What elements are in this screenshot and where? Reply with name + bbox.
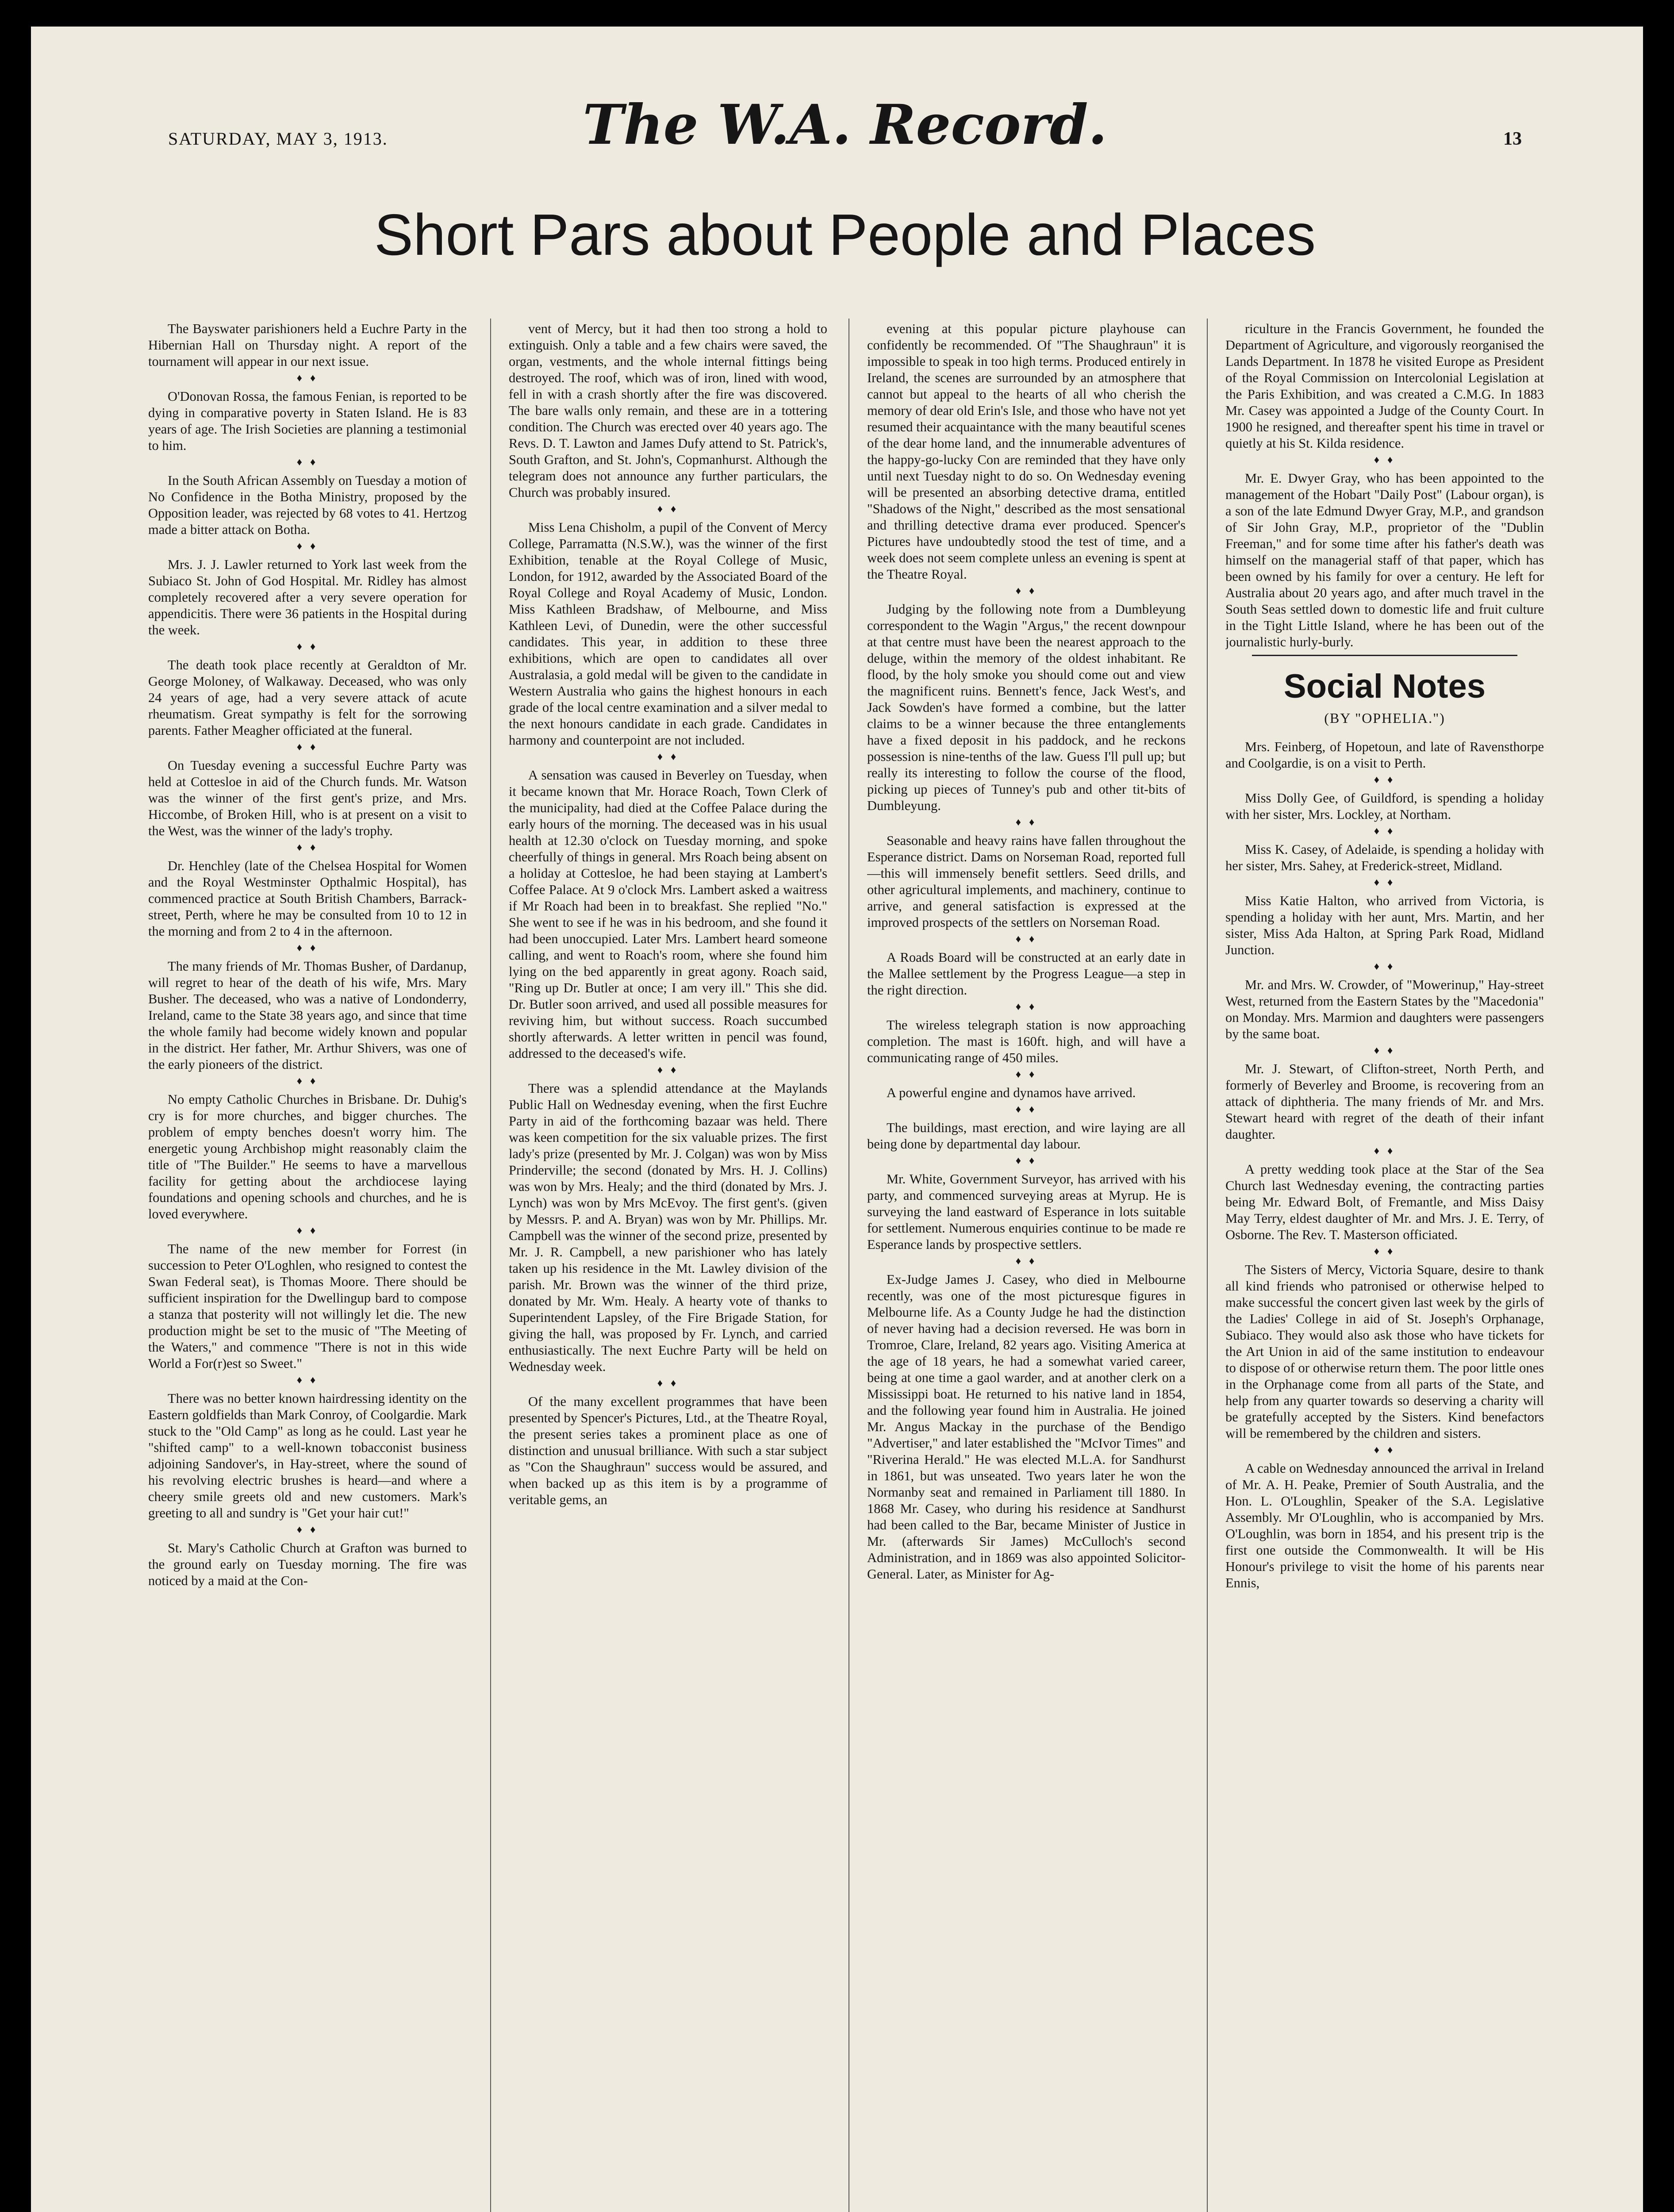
masthead: The W.A. Record. [583, 93, 1107, 157]
paragraph-separator: ♦ ♦ [1015, 1256, 1037, 1267]
paragraph-separator: ♦ ♦ [296, 842, 319, 853]
paragraph-separator: ♦ ♦ [296, 741, 319, 753]
section-title: Social Notes [1283, 668, 1486, 705]
column-4-items [1225, 321, 1544, 650]
article-paragraph: The Bayswater parishioners held a Euchre Party in the Hibernian Hall on Thursday night. A report of the tournament will appear in our next issue. [148, 321, 467, 369]
paragraph-separator: ♦ ♦ [1374, 1045, 1396, 1056]
article-paragraph: A sensation was caused in Beverley on Tuesday, when it became known that Mr. Horace Roach, Town Clerk of the municipality, had died at the Coffee Palace during the early hours of the morning. The deceased was in his usual health at 12.30 o'clock on Tuesday morning, and spoke cheerfully of things in general. Mrs Roach being absent on a holiday at Cottesloe, he had been staying at Lambert's Coffee Palace. At 9 o'clock Mrs. Lambert asked a waitress if Mr Roach had been in to breakfast. She replied "No." She went to see if he was in his bedroom, and she found it had been unoccupied. Later Mrs. Lambert heard someone calling, and went to Roach's room, where she found him lying on the bed apparently in great agony. Roach said, "Ring up Dr. Butler at once; I am very ill." This she did. Dr. Butler soon arrived, and used all possible measures for reviving him, but without success. Roach succumbed shortly afterwards. A letter written in pencil was found, addressed to the deceased's wife. [509, 768, 827, 1061]
page-number: 13 [1503, 129, 1522, 149]
column-rule [490, 319, 491, 2212]
article-paragraph: O'Donovan Rossa, the famous Fenian, is reported to be dying in comparative poverty in Staten Island. He is 83 years of age. The Irish Societies are planning a testimonial to him. [148, 389, 467, 453]
paragraph-separator: ♦ ♦ [1015, 585, 1037, 597]
article-paragraph: No empty Catholic Churches in Brisbane. Dr. Duhig's cry is for more churches, and bigger churches. The problem of empty benches doesn't worry him. The energetic young Archbishop might reasonably claim the title of "The Builder." He seems to have a marvellous facility for getting about the archdiocese laying foundations and opening schools and churches, and he is loved everywhere. [148, 1092, 467, 1221]
paragraph-separator: ♦ ♦ [296, 942, 319, 954]
paragraph-separator: ♦ ♦ [296, 1524, 319, 1536]
article-paragraph: The buildings, mast erection, and wire laying are all being done by departmental day labour. [867, 1120, 1186, 1152]
paragraph-separator: ♦ ♦ [657, 751, 679, 763]
column-3 [867, 321, 1186, 2212]
article-paragraph: Miss K. Casey, of Adelaide, is spending a holiday with her sister, Mrs. Sahey, at Frederick-street, Midland. [1225, 842, 1544, 873]
column-rule [1207, 319, 1208, 2212]
paragraph-separator: ♦ ♦ [1015, 1001, 1037, 1013]
paragraph-separator: ♦ ♦ [1374, 454, 1396, 466]
paragraph-separator: ♦ ♦ [1015, 1069, 1037, 1080]
article-paragraph: There was no better known hairdressing identity on the Eastern goldfields than Mark Conroy, of Coolgardie. Mark stuck to the "Old Camp" as long as he could. Last year he "shifted camp" to a well-known tobacconist business adjoining Sandover's, in Hay-street, where the sound of his revolving electric brushes is heard—and where a cheery smile greets old and new customers. Mark's greeting to all and sundry is "Get your hair cut!" [148, 1391, 467, 1521]
article-paragraph: Mr. J. Stewart, of Clifton-street, North Perth, and formerly of Beverley and Broome, is recovering from an attack of diphtheria. The many friends of Mr. and Mrs. Stewart heard with regret of the death of their infant daughter. [1225, 1061, 1544, 1142]
article-paragraph: Ex-Judge James J. Casey, who died in Melbourne recently, was one of the most picturesque figures in Melbourne life. As a County Judge he had the distinction of never having had a decision reversed. He was born in Tromroe, Clare, Ireland, 82 years ago. Visiting America at the age of 18 years, he had a somewhat varied career, being at one time a gaol warder, and at another clerk on a Mississippi boat. He returned to his native land in 1854, and the following year found him in Australia. He joined Mr. Angus Mackay in the purchase of the Bendigo "Advertiser," and later established the "McIvor Times" and "Riverina Herald." He was elected M.L.A. for Sandhurst in 1861, but was unseated. Two years later he won the Normanby seat and remained in Parliament till 1880. In 1868 Mr. Casey, who during his residence at Sandhurst had been called to the Bar, became Minister of Justice in Mr. (afterwards Sir James) McCulloch's second Administration, and in 1869 was also appointed Solicitor-General. Later, as Minister for Ag- [867, 1272, 1186, 1582]
divider [1252, 655, 1517, 656]
paragraph-separator: ♦ ♦ [657, 503, 679, 515]
paragraph-separator: ♦ ♦ [1015, 1104, 1037, 1115]
paragraph-separator: ♦ ♦ [296, 373, 319, 384]
paragraph-separator: ♦ ♦ [657, 1378, 679, 1389]
article-paragraph: Mrs. Feinberg, of Hopetoun, and late of Ravensthorpe and Coolgardie, is on a visit to Perth. [1225, 739, 1544, 771]
article-paragraph: A powerful engine and dynamos have arrived. [887, 1085, 1136, 1100]
article-paragraph: Seasonable and heavy rains have fallen throughout the Esperance district. Dams on Norseman Road, reported full—this will immensely benefit settlers. Seed drills, and other agricultural implements, and machinery, continue to arrive, and general satisfaction is expressed at the improved prospects of the settlers on Norseman Road. [867, 833, 1186, 930]
paragraph-separator: ♦ ♦ [1015, 1155, 1037, 1167]
article-paragraph: A pretty wedding took place at the Star of the Sea Church last Wednesday evening, the contracting parties being Mr. Edward Bolt, of Fremantle, and Miss Daisy May Terry, eldest daughter of Mr. and Mrs. J. E. Terry, of Osborne. The Rev. T. Masterson officiated. [1225, 1162, 1544, 1242]
paragraph-separator: ♦ ♦ [296, 457, 319, 468]
article-paragraph: The wireless telegraph station is now approaching completion. The mast is 160ft. high, and will have a communicating range of 450 miles. [867, 1018, 1186, 1065]
column-2 [509, 321, 827, 2212]
newspaper-page [31, 27, 1643, 2212]
article-paragraph: Miss Katie Halton, who arrived from Victoria, is spending a holiday with her aunt, Mrs. Martin, and her sister, Miss Ada Halton, at Spring Park Road, Midland Junction. [1225, 893, 1544, 957]
article-paragraph: Of the many excellent programmes that have been presented by Spencer's Pictures, Ltd., at the Theatre Royal, the present series takes a prominent place as one of distinction and unusual brilliance. With such a star subject as "Con the Shaughraun" success would be assured, and when backed up as this item is by a programme of veritable gems, an [509, 1394, 827, 1507]
article-paragraph: vent of Mercy, but it had then too strong a hold to extinguish. Only a table and a few chairs were saved, the organ, vestments, and the whole internal fittings being destroyed. The roof, which was of iron, lined with wood, fell in with a crash shortly after the fire was discovered. The bare walls only remain, and these are in a tottering condition. The Church was erected over 40 years ago. The Revs. D. T. Lawton and James Dufy attend to St. Patrick's, South Grafton, and St. John's, Copmanhurst. Although the telegram does not announce any further particulars, the Church was probably insured. [509, 321, 827, 500]
section-byline: (BY "OPHELIA.") [1324, 710, 1445, 726]
article-paragraph: The name of the new member for Forrest (in succession to Peter O'Loghlen, who resigned to contest the Swan Federal seat), is Thomas Moore. There should be sufficient inspiration for the Dwellingup bard to compose a stanza that posterity will not willingly let die. The new production might be set to the music of "The Meeting of the Waters," and commence "There is not in this wide World a For(r)est so Sweet." [148, 1241, 467, 1371]
paragraph-separator: ♦ ♦ [1015, 933, 1037, 945]
page-header [168, 93, 1522, 168]
paragraph-separator: ♦ ♦ [1374, 1444, 1396, 1456]
page-headline: Short Pars about People and Places [374, 202, 1316, 267]
paragraph-separator: ♦ ♦ [657, 1064, 679, 1076]
article-paragraph: The death took place recently at Geraldton of Mr. George Moloney, of Walkaway. Deceased, who was only 24 years of age, had a very severe attack of acute rheumatism. Great sympathy is felt for the sorrowing parents. Father Meagher officiated at the funeral. [148, 657, 467, 738]
article-paragraph: St. Mary's Catholic Church at Grafton was burned to the ground early on Tuesday morning. The fire was noticed by a maid at the Con- [148, 1540, 467, 1588]
paragraph-separator: ♦ ♦ [1015, 817, 1037, 828]
article-paragraph: Dr. Henchley (late of the Chelsea Hospital for Women and the Royal Westminster Opthalmic Hospital), has commenced practice at South British Chambers, Barrack-street, Perth, where he may be consulted from 10 to 12 in the morning and from 2 to 4 in the afternoon. [148, 858, 467, 939]
article-paragraph: Miss Lena Chisholm, a pupil of the Convent of Mercy College, Parramatta (N.S.W.), was the winner of the first Exhibition, tenable at the Royal College of Music, London, for 1912, awarded by the Associated Board of the Royal College and Royal Academy of Music, London. Miss Kathleen Bradshaw, of Melbourne, and Miss Kathleen Levi, of Dunedin, were the other successful candidates. This year, in addition to these three exhibitions, which are open to candidates all over Australasia, a gold medal will be given to the candidate in Western Australia who gains the highest honours in each grade of the local centre examination and a silver medal to the next honours candidate in each grade. Candidates in harmony and counterpoint are not included. [509, 520, 827, 748]
article-paragraph: A cable on Wednesday announced the arrival in Ireland of Mr. A. H. Peake, Premier of South Australia, and the Hon. L. O'Loughlin, Speaker of the S.A. Legislative Assembly. Mr O'Loughlin, who is accompanied by Mrs. O'Loughlin, was born in 1854, and his present trip is the first one outside the Commonwealth. It will be His Honour's privilege to visit the home of his parents near Ennis, [1225, 1461, 1544, 1590]
paragraph-separator: ♦ ♦ [296, 641, 319, 653]
column-1 [148, 321, 467, 2212]
article-paragraph: Mr. E. Dwyer Gray, who has been appointed to the management of the Hobart "Daily Post" (Labour organ), is a son of the late Edmund Dwyer Gray, M.P., and grandson of Sir John Gray, M.P., proprietor of the "Dublin Freeman," and for some time after his father's death was himself on the managerial staff of that paper, which has been owned by his family for over a century. He left for Australia about 20 years ago, and after much travel in the South Seas settled down to domestic life and fruit culture in the Tight Little Island, where he has been out of the journalistic hurly-burly. [1225, 471, 1544, 649]
article-paragraph: Mr. White, Government Surveyor, has arrived with his party, and commenced surveying areas at Myrup. He is surveying the land eastward of Esperance in lots suitable for settlement. Numerous enquiries continue to be made re Esperance lands by prospective settlers. [867, 1171, 1186, 1252]
paragraph-separator: ♦ ♦ [1374, 1246, 1396, 1257]
article-paragraph: Mr. and Mrs. W. Crowder, of "Mowerinup," Hay-street West, returned from the Eastern States by the "Macedonia" on Monday. Mrs. Marmion and daughters were passengers by the same boat. [1225, 977, 1544, 1041]
paragraph-separator: ♦ ♦ [296, 1225, 319, 1237]
article-paragraph: In the South African Assembly on Tuesday a motion of No Confidence in the Botha Ministry, proposed by the Opposition leader, was rejected by 68 votes to 41. Hertzog made a bitter attack on Botha. [148, 473, 467, 537]
article-paragraph: A Roads Board will be constructed at an early date in the Mallee settlement by the Progress League—a step in the right direction. [867, 950, 1186, 998]
article-paragraph: Judging by the following note from a Dumbleyung correspondent to the Wagin "Argus," the recent downpour at that centre must have been the nearest approach to the deluge, within the memory of the oldest inhabitant. Re flood, by the holy smoke you should come out and view the magnificent ruins. Bennett's fence, Jack West's, and Jack Sowden's have formed a combine, but the latter claims to be a winner because the three entanglements have a fixed deposit in his paddock, and he reckons possession is nine-tenths of the law. Guess I'll pull up; but really its interesting to follow the course of the flood, picking up pieces of Tunney's pub and other tit-bits of Dumbleyung. [867, 602, 1186, 813]
social-notes-items [1225, 739, 1544, 1591]
paragraph-separator: ♦ ♦ [1374, 1145, 1396, 1157]
article-paragraph: The many friends of Mr. Thomas Busher, of Dardanup, will regret to hear of the death of his wife, Mrs. Mary Busher. The deceased, who was a native of Londonderry, Ireland, came to the State 38 years ago, and since that time the whole family had become widely known and popular in the district. Her father, Mr. Arthur Shivers, was one of the early pioneers of the district. [148, 959, 467, 1072]
paragraph-separator: ♦ ♦ [296, 1375, 319, 1386]
article-paragraph: On Tuesday evening a successful Euchre Party was held at Cottesloe in aid of the Church funds. Mr. Watson was the winner of the first gent's prize, and Mrs. Hiccombe, of Broken Hill, who is at present on a visit to the West, was the winner of the lady's trophy. [148, 758, 467, 838]
column-4 [1225, 321, 1544, 2212]
paragraph-separator: ♦ ♦ [296, 541, 319, 552]
article-paragraph: There was a splendid attendance at the Maylands Public Hall on Wednesday evening, when the first Euchre Party in aid of the forthcoming bazaar was held. There was keen competition for the six valuable prizes. The first lady's prize (presented by Mr. J. Colgan) was won by Miss Prinderville; the second (donated by Mrs. H. J. Collins) was won by Mrs. Healy; and the third (donated by Mrs. J. Lynch) was won by Mrs McEvoy. The first gent's. (given by Messrs. P. and A. Bryan) was won by Mr. Phillips. Mr. Campbell was the winner of the second prize, presented by Mr. J. R. Campbell, a new parishioner who has lately taken up his residence in the Mt. Lawley division of the parish. Mr. Brown was the winner of the third prize, donated by Mr. Wm. Healy. A hearty vote of thanks to Superintendent Lapsley, of the Fire Brigade Station, for giving the hall, was proposed by Fr. Lynch, and carried enthusiastically. The next Euchre Party will be held on Wednesday week. [509, 1081, 827, 1374]
issue-date: SATURDAY, MAY 3, 1913. [168, 129, 388, 149]
article-paragraph: riculture in the Francis Government, he founded the Department of Agriculture, and vigorously reorganised the Lands Department. In 1878 he visited Europe as President of the Royal Commission on Intercolonial Legislation at the Paris Exhibition, and was created a C.M.G. In 1883 Mr. Casey was appointed a Judge of the County Court. In 1900 he resigned, and thereafter spent his time in travel or quietly at his St. Kilda residence. [1225, 321, 1544, 451]
paragraph-separator: ♦ ♦ [296, 1075, 319, 1087]
paragraph-separator: ♦ ♦ [1374, 877, 1396, 888]
article-paragraph: The Sisters of Mercy, Victoria Square, desire to thank all kind friends who patronised or otherwise helped to make successful the concert given last week by the girls of the Ladies' College in aid of St. Joseph's Orphanage, Subiaco. They would also ask those who have tickets for the Art Union in aid of the same institution to endeavour to dispose of or otherwise return them. The poor little ones in the Orphanage come from all parts of the State, and help from any quarter towards so deserving a charity will be gratefully accepted by the Sisters. Kind benefactors will be remembered by the children and sisters. [1225, 1262, 1544, 1441]
paragraph-separator: ♦ ♦ [1374, 961, 1396, 972]
article-paragraph: Miss Dolly Gee, of Guildford, is spending a holiday with her sister, Mrs. Lockley, at Northam. [1225, 791, 1544, 822]
paragraph-separator: ♦ ♦ [1374, 826, 1396, 837]
paragraph-separator: ♦ ♦ [1374, 774, 1396, 786]
article-paragraph: evening at this popular picture playhouse can confidently be recommended. Of "The Shaughraun" it is impossible to speak in too high terms. Produced entirely in Ireland, the scenes are surrounded by an atmosphere that cannot but appeal to the hearts of all who cherish the memory of dear old Erin's Isle, and those who have not yet resumed their acquaintance with the many beautiful scenes of the dear home land, and the innumerable adventures of the happy-go-lucky Con are reminded that they have only until next Tuesday night to do so. On Wednesday evening will be presented an absorbing detective drama, entitled "Shadows of the Night," described as the most sensational and thrilling detective drama ever produced. Spencer's Pictures have undoubtedly stood the test of time, and a week does not seem complete unless an evening is spent at the Theatre Royal. [867, 321, 1186, 582]
article-paragraph: Mrs. J. J. Lawler returned to York last week from the Subiaco St. John of God Hospital. Mr. Ridley has almost completely recovered after a very severe operation for appendicitis. There were 36 patients in the Hospital during the week. [148, 557, 467, 637]
